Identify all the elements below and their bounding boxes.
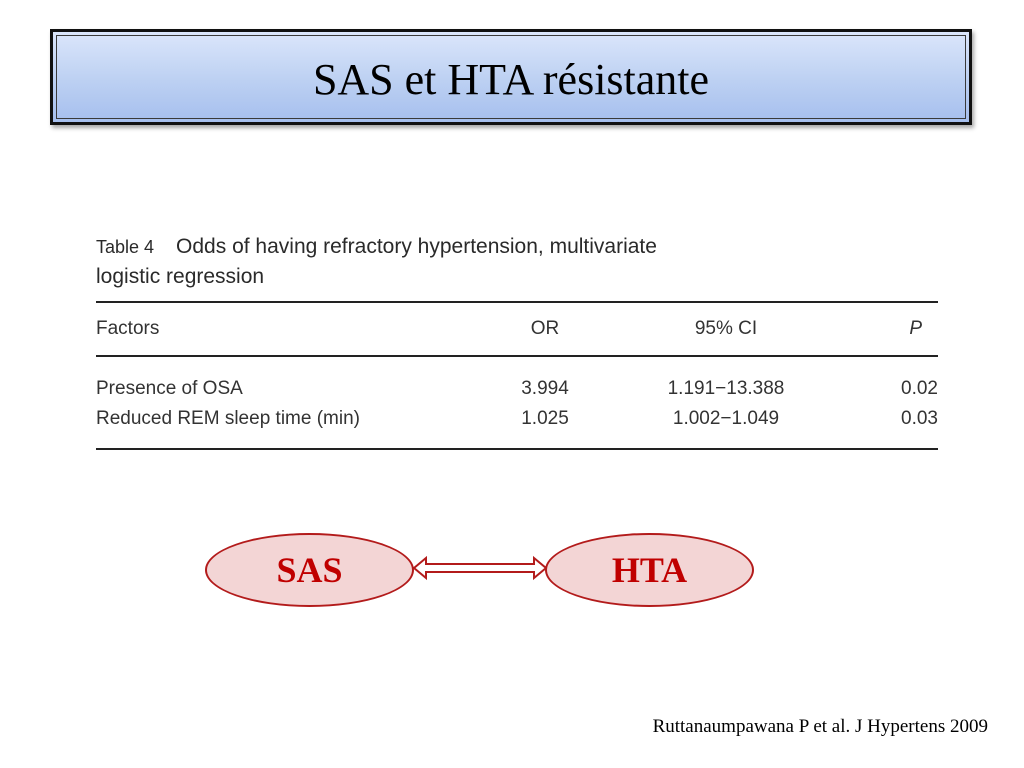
table-bottom-rule (96, 448, 938, 450)
sas-node (205, 533, 414, 607)
title-banner (50, 29, 972, 125)
row-or: 3.994 (521, 378, 569, 399)
regression-table (96, 232, 938, 450)
sas-node-label: SAS (276, 550, 343, 590)
table-caption (96, 232, 938, 292)
table-row (96, 404, 938, 434)
row-ci: 1.002−1.049 (672, 408, 780, 429)
double-headed-arrow-icon (412, 553, 548, 583)
table-title-line-1: Odds of having refractory hypertension, multivariate (176, 235, 657, 258)
hta-node-label: HTA (611, 550, 688, 590)
table-row (96, 374, 938, 404)
header-or: OR (530, 318, 560, 339)
header-factors: Factors (96, 318, 160, 339)
row-ci: 1.191−13.388 (667, 378, 785, 399)
table-title-line-2: logistic regression (96, 265, 265, 288)
slide-title: SAS et HTA résistante (312, 54, 710, 104)
table-body-spacer (96, 357, 938, 374)
hta-node (545, 533, 754, 607)
arrow-outline (414, 558, 546, 578)
table-number: Table 4 (96, 237, 155, 257)
header-ci: 95% CI (694, 318, 758, 339)
row-factor: Presence of OSA (96, 378, 243, 399)
row-or: 1.025 (521, 408, 569, 429)
table-header-row (96, 303, 938, 355)
row-p: 0.03 (901, 408, 938, 429)
citation: Ruttanaumpawana P et al. J Hypertens 2009 (652, 716, 988, 737)
header-p: P (909, 318, 922, 339)
row-p: 0.02 (901, 378, 938, 399)
row-factor: Reduced REM sleep time (min) (96, 408, 360, 429)
table-body-end (96, 434, 938, 448)
